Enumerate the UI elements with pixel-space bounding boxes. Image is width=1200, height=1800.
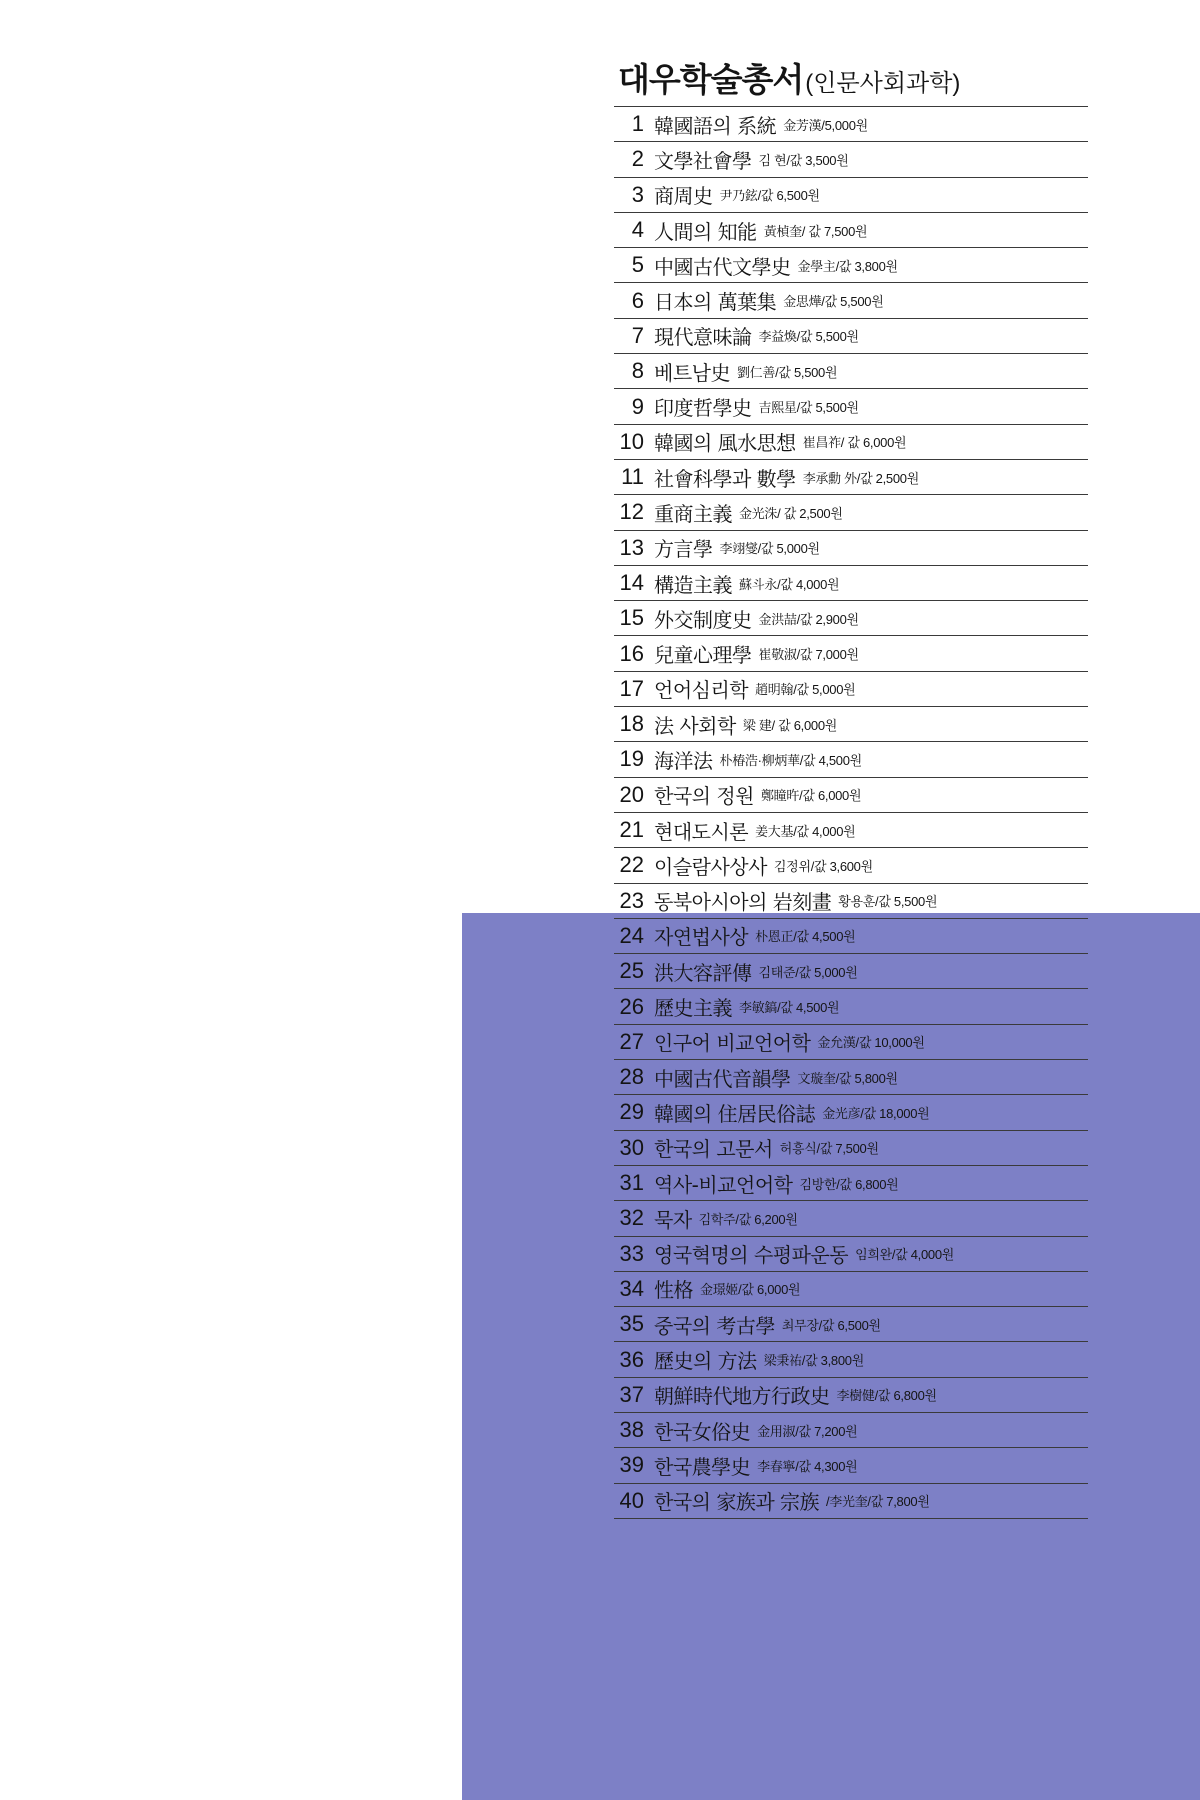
author-price: 김태준/값 5,000원 [758, 964, 858, 980]
item-number: 34 [619, 1275, 644, 1301]
list-item [614, 566, 1088, 601]
author-price: 文璇奎/값 5,800원 [797, 1070, 898, 1086]
list-item [614, 1060, 1088, 1095]
item-number: 33 [619, 1240, 644, 1266]
author-price: 金芳漢/5,000원 [783, 117, 868, 133]
list-item [614, 636, 1088, 671]
author-price: 姜大基/값 4,000원 [755, 823, 856, 839]
author-price: 蘇斗永/값 4,000원 [739, 576, 840, 592]
series-header [618, 54, 960, 101]
list-item [614, 1378, 1088, 1413]
list-item [614, 672, 1088, 707]
book-title: 社會科學과 數學 [654, 466, 796, 491]
item-number: 14 [619, 570, 644, 595]
book-title: 한국女俗史 [654, 1419, 751, 1444]
series-title: 대우학술총서 [618, 60, 804, 99]
list-item [614, 1237, 1088, 1272]
author-price: /李光奎/값 7,800원 [826, 1494, 930, 1510]
book-title: 韓國의 風水思想 [654, 431, 796, 456]
book-title: 歷史의 方法 [654, 1349, 757, 1374]
author-price: 김 현/값 3,500원 [758, 152, 849, 168]
list-item [614, 1413, 1088, 1448]
author-price: 李翊燮/값 5,000원 [719, 541, 820, 557]
book-title: 한국의 고문서 [654, 1137, 773, 1162]
item-number: 24 [619, 922, 644, 948]
book-title: 中國古代文學史 [654, 254, 791, 279]
book-title: 한국農學史 [654, 1454, 751, 1479]
author-price: 金用淑/값 7,200원 [757, 1423, 858, 1439]
item-number: 28 [619, 1064, 644, 1090]
item-number: 18 [619, 711, 644, 737]
item-number: 10 [619, 428, 644, 454]
list-item [614, 707, 1088, 742]
author-price: 김정위/값 3,600원 [773, 858, 873, 874]
list-item [614, 1201, 1088, 1236]
book-title: 文學社會學 [654, 148, 752, 173]
author-price: 崔敬淑/값 7,000원 [758, 647, 859, 663]
item-number: 39 [619, 1452, 644, 1478]
item-number: 12 [619, 499, 644, 525]
author-price: 최무장/값 6,500원 [781, 1317, 881, 1333]
book-title: 언어심리학 [654, 678, 749, 703]
item-number: 32 [619, 1205, 644, 1231]
list-item [614, 460, 1088, 495]
list-item [614, 848, 1088, 883]
author-price: 梁 建/ 값 6,000원 [742, 717, 838, 733]
author-price: 吉熙星/값 5,500원 [758, 400, 859, 416]
item-number: 6 [631, 287, 644, 313]
author-price: 金璟姬/값 6,000원 [700, 1282, 801, 1298]
book-title: 商周史 [654, 184, 713, 209]
item-number: 40 [619, 1487, 644, 1513]
book-title: 인구어 비교언어학 [654, 1031, 811, 1056]
book-title: 동북아시아의 岩刻畫 [654, 890, 832, 915]
book-title: 역사-비교언어학 [654, 1172, 793, 1197]
item-number: 35 [619, 1311, 644, 1337]
item-number: 27 [619, 1028, 644, 1054]
author-price: 李承勳 外/값 2,500원 [802, 470, 919, 486]
item-number: 21 [619, 817, 644, 843]
author-price: 李敏鎬/값 4,500원 [739, 1000, 840, 1016]
item-number: 8 [631, 358, 644, 384]
book-title: 日本의 萬葉集 [654, 290, 777, 315]
list-item [614, 601, 1088, 636]
list-item [614, 989, 1088, 1024]
author-price: 金光彦/값 18,000원 [822, 1105, 930, 1121]
item-number: 25 [619, 958, 644, 984]
list-item [614, 884, 1088, 919]
book-title: 人間의 知能 [654, 219, 757, 244]
author-price: 金學主/값 3,800원 [797, 258, 898, 274]
item-number: 31 [619, 1170, 644, 1196]
author-price: 梁秉祐/값 3,800원 [763, 1353, 864, 1369]
author-price: 金洪喆/값 2,900원 [758, 611, 859, 627]
list-item [614, 954, 1088, 989]
list-item [614, 742, 1088, 777]
list-item [614, 1342, 1088, 1377]
list-item [614, 389, 1088, 424]
author-price: 李益煥/값 5,500원 [758, 329, 859, 345]
item-number: 38 [619, 1417, 644, 1443]
author-price: 劉仁善/값 5,500원 [736, 364, 838, 380]
author-price: 尹乃鉉/값 6,500원 [719, 188, 820, 204]
book-title: 外交制度史 [654, 607, 752, 632]
list-item [614, 1484, 1088, 1519]
author-price: 황용훈/값 5,500원 [838, 894, 938, 910]
book-title: 中國古代音韻學 [654, 1066, 791, 1091]
author-price: 趙明翰/값 5,000원 [755, 682, 856, 698]
item-number: 15 [619, 605, 644, 631]
list-item [614, 248, 1088, 283]
book-title: 현대도시론 [654, 819, 749, 844]
list-item [614, 1448, 1088, 1483]
book-title: 性格 [654, 1278, 693, 1303]
item-number: 7 [631, 322, 644, 348]
list-item [614, 1131, 1088, 1166]
item-number: 23 [619, 887, 644, 913]
book-title: 構造主義 [654, 572, 732, 597]
book-title: 한국의 家族과 宗族 [654, 1490, 819, 1515]
item-number: 29 [619, 1099, 644, 1125]
author-price: 金允漢/값 10,000원 [817, 1035, 925, 1051]
list-item [614, 107, 1088, 142]
list-item [614, 495, 1088, 530]
author-price: 黃楨奎/ 값 7,500원 [763, 223, 868, 239]
item-number: 19 [619, 746, 644, 772]
list-item [614, 778, 1088, 813]
author-price: 허흥식/값 7,500원 [779, 1141, 879, 1157]
item-number: 9 [631, 393, 644, 419]
list-item [614, 1095, 1088, 1130]
item-number: 30 [619, 1134, 644, 1160]
list-item [614, 531, 1088, 566]
book-title: 중국의 考古學 [654, 1313, 775, 1338]
author-price: 李樹健/값 6,800원 [836, 1388, 937, 1404]
author-price: 金思燁/값 5,500원 [783, 294, 884, 310]
author-price: 朴椿浩·柳炳華/값 4,500원 [719, 752, 862, 768]
book-title: 이슬람사상사 [654, 854, 767, 879]
list-item [614, 1272, 1088, 1307]
book-title: 洪大容評傳 [654, 960, 752, 985]
item-number: 26 [619, 993, 644, 1019]
list-item [614, 319, 1088, 354]
author-price: 김학주/값 6,200원 [698, 1211, 798, 1227]
item-number: 17 [619, 675, 644, 701]
item-number: 11 [621, 464, 644, 490]
list-item [614, 354, 1088, 389]
book-title: 法 사회학 [654, 713, 736, 738]
item-number: 4 [631, 217, 644, 243]
book-title: 영국혁명의 수평파운동 [654, 1243, 849, 1268]
item-number: 22 [619, 852, 644, 878]
book-title: 韓國語의 系統 [654, 113, 777, 138]
item-number: 16 [619, 640, 644, 666]
list-item [614, 142, 1088, 177]
author-price: 임희완/값 4,000원 [855, 1247, 955, 1263]
author-price: 김방한/값 6,800원 [799, 1176, 899, 1192]
book-title: 歷史主義 [654, 996, 732, 1021]
item-number: 2 [631, 146, 644, 172]
book-title: 方言學 [654, 537, 713, 562]
item-number: 36 [619, 1346, 644, 1372]
book-title: 海洋法 [654, 748, 713, 773]
book-title: 韓國의 住居民俗誌 [654, 1101, 816, 1126]
item-number: 13 [619, 534, 644, 560]
list-item [614, 1166, 1088, 1201]
list-item [614, 425, 1088, 460]
book-title: 한국의 정원 [654, 784, 754, 809]
book-title: 베트남史 [654, 360, 730, 385]
book-title: 重商主義 [654, 501, 732, 526]
book-title: 現代意味論 [654, 325, 752, 350]
book-list [614, 106, 1088, 1519]
list-item [614, 283, 1088, 318]
book-title: 印度哲學史 [654, 396, 752, 421]
item-number: 37 [619, 1381, 644, 1407]
item-number: 3 [631, 181, 644, 207]
list-item [614, 213, 1088, 248]
item-number: 20 [619, 781, 644, 807]
author-price: 金光洙/ 값 2,500원 [739, 505, 843, 521]
author-price: 崔昌祚/ 값 6,000원 [802, 435, 907, 451]
item-number: 5 [631, 252, 644, 278]
book-title: 묵자 [654, 1207, 692, 1232]
item-number: 1 [631, 111, 644, 137]
list-item [614, 1307, 1088, 1342]
list-item [614, 178, 1088, 213]
book-title: 자연법사상 [654, 925, 749, 950]
series-subtitle: (인문사회과학) [805, 70, 961, 97]
author-price: 朴恩正/값 4,500원 [755, 929, 856, 945]
book-title: 朝鮮時代地方行政史 [654, 1384, 830, 1409]
book-title: 兒童心理學 [654, 643, 752, 668]
list-item [614, 919, 1088, 954]
list-item [614, 1025, 1088, 1060]
list-item [614, 813, 1088, 848]
author-price: 李春寧/값 4,300원 [757, 1458, 858, 1474]
author-price: 鄭瞳旿/값 6,000원 [760, 788, 862, 804]
